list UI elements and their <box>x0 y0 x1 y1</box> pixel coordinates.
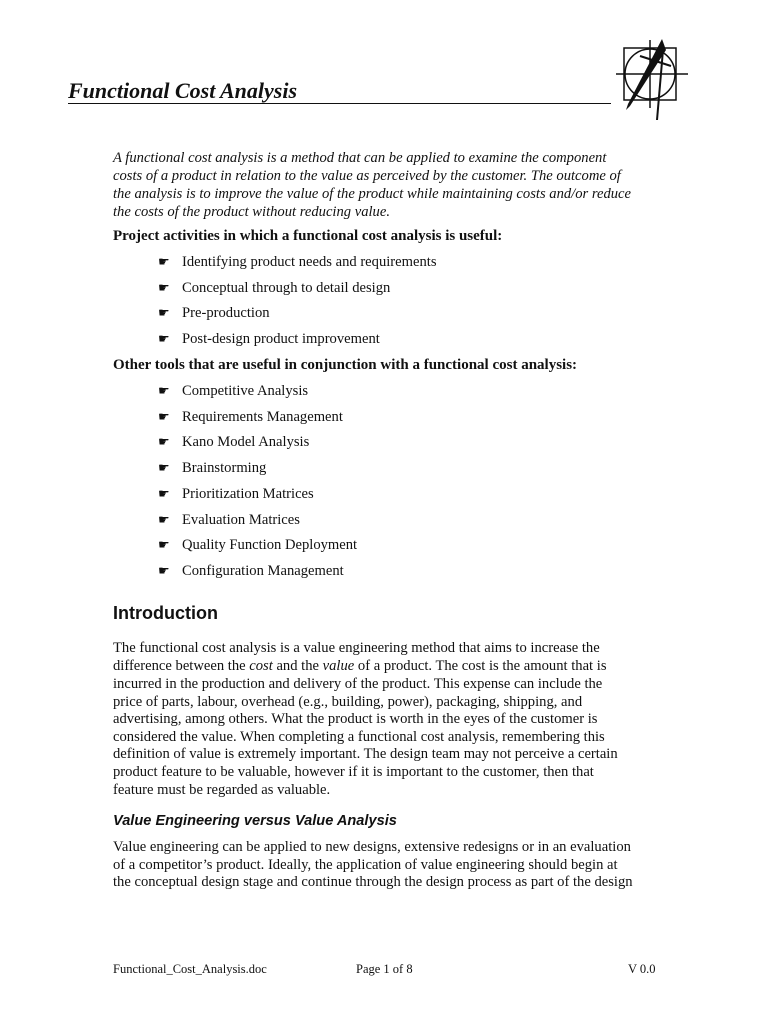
text: difference between the <box>113 658 250 674</box>
emphasis-cost: cost <box>249 658 273 674</box>
list-item-label: Conceptual through to detail design <box>182 279 391 296</box>
list-item <box>158 486 314 503</box>
list-item-label: Competitive Analysis <box>182 383 309 399</box>
body-line: of a competitor’s product. Ideally, the application of value engineering should begin at <box>113 856 618 873</box>
body-line: price of parts, labour, overhead (e.g., building, power), packaging, shipping, and <box>113 693 583 710</box>
footer-page-number: Page 1 of 8 <box>356 962 413 976</box>
list-item <box>158 409 343 426</box>
body-line: advertising, among others. What the product is worth in the eyes of the customer is <box>113 711 598 728</box>
pointing-hand-bullet-icon: ☛ <box>158 563 170 579</box>
footer-filename: Functional_Cost_Analysis.doc <box>113 962 267 976</box>
list-item-label: Pre-production <box>182 305 270 322</box>
list-item-label: Brainstorming <box>182 460 267 477</box>
intro-line: the costs of the product without reducing value. <box>113 204 390 220</box>
pointing-hand-bullet-icon: ☛ <box>158 384 170 399</box>
body-line: the conceptual design stage and continue through the design process as part of the design <box>113 874 633 891</box>
list-item <box>158 280 390 297</box>
list-item-label: Post-design product improvement <box>182 331 380 348</box>
list-item-label: Identifying product needs and requirements <box>182 254 437 270</box>
intro-line: the analysis is to improve the value of the product while maintaining costs and/or reduce <box>113 186 632 202</box>
pointing-hand-bullet-icon: ☛ <box>158 332 170 348</box>
list-item <box>158 460 266 477</box>
pointing-hand-bullet-icon: ☛ <box>158 409 170 425</box>
list-item-label: Evaluation Matrices <box>182 511 300 528</box>
compass-drafting-logo <box>616 36 690 122</box>
list-item <box>158 254 437 271</box>
pointing-hand-bullet-icon: ☛ <box>158 538 170 554</box>
body-line: feature must be regarded as valuable. <box>113 781 331 798</box>
activities-heading: Project activities in which a functional cost analysis is useful: <box>113 228 503 244</box>
pointing-hand-bullet-icon: ☛ <box>158 435 170 451</box>
body-line <box>113 657 607 675</box>
list-item <box>158 563 344 580</box>
list-item <box>158 383 308 400</box>
title-rule <box>68 103 611 104</box>
pointing-hand-bullet-icon: ☛ <box>158 255 170 270</box>
body-line: product feature to be valuable, however if it is important to the customer, then that <box>113 764 594 780</box>
list-item-label: Configuration Management <box>182 562 344 579</box>
body-line: definition of value is extremely important. The design team may not perceive a certain <box>113 746 618 763</box>
document-title: Functional Cost Analysis <box>68 78 298 103</box>
tools-heading: Other tools that are useful in conjunction with a functional cost analysis: <box>113 357 578 373</box>
list-item-label: Quality Function Deployment <box>182 537 358 554</box>
footer-version: V 0.0 <box>628 962 656 976</box>
pointing-hand-bullet-icon: ☛ <box>158 306 170 322</box>
list-item-label: Kano Model Analysis <box>182 434 310 451</box>
pointing-hand-bullet-icon: ☛ <box>158 486 170 502</box>
text: and the <box>272 658 323 674</box>
list-item <box>158 537 357 554</box>
list-item <box>158 434 309 451</box>
list-item <box>158 305 270 322</box>
body-line: considered the value. When completing a functional cost analysis, remembering this <box>113 728 605 745</box>
list-item-label: Prioritization Matrices <box>182 485 314 502</box>
body-line: Value engineering can be applied to new designs, extensive redesigns or in an evaluation <box>113 839 631 855</box>
pointing-hand-bullet-icon: ☛ <box>158 512 170 528</box>
pointing-hand-bullet-icon: ☛ <box>158 461 170 477</box>
pointing-hand-bullet-icon: ☛ <box>158 280 170 296</box>
emphasis-value: value <box>322 658 355 674</box>
list-item <box>158 331 380 348</box>
intro-line: costs of a product in relation to the value as perceived by the customer. The outcome of <box>113 168 621 184</box>
section-heading-introduction: Introduction <box>113 603 218 623</box>
text: of a product. The cost is the amount that is <box>354 658 607 674</box>
list-item-label: Requirements Management <box>182 408 343 425</box>
body-line: The functional cost analysis is a value engineering method that aims to increase the <box>113 640 600 656</box>
body-line: incurred in the production and delivery of the product. This expense can include the <box>113 676 603 692</box>
list-item <box>158 512 300 529</box>
intro-line: A functional cost analysis is a method that can be applied to examine the component <box>113 150 607 166</box>
subsection-heading: Value Engineering versus Value Analysis <box>113 813 397 829</box>
